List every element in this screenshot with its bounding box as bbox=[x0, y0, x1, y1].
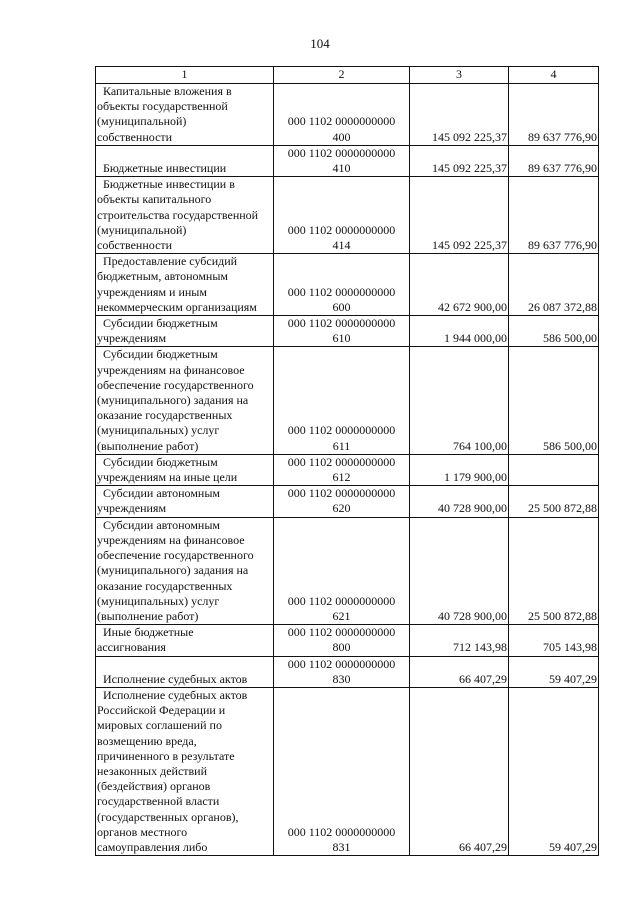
row-value2-cell: 26 087 372,88 bbox=[509, 254, 599, 316]
row-value2-cell: 89 637 776,90 bbox=[509, 84, 599, 146]
row-code-cell: 000 1102 0000000000 831 bbox=[274, 687, 410, 855]
row-code-cell: 000 1102 0000000000 800 bbox=[274, 625, 410, 656]
row-value1-cell: 145 092 225,37 bbox=[410, 84, 509, 146]
row-code-cell: 000 1102 0000000000 612 bbox=[274, 454, 410, 485]
row-value1-cell: 1 944 000,00 bbox=[410, 316, 509, 347]
row-code-cell: 000 1102 0000000000 414 bbox=[274, 177, 410, 254]
column-header-3: 3 bbox=[410, 67, 509, 84]
table-row bbox=[96, 316, 599, 347]
row-code-cell: 000 1102 0000000000 621 bbox=[274, 517, 410, 624]
row-code-cell: 000 1102 0000000000 830 bbox=[274, 656, 410, 687]
row-name-cell: Бюджетные инвестиции bbox=[96, 145, 274, 176]
row-value1-cell: 42 672 900,00 bbox=[410, 254, 509, 316]
row-name-cell: Исполнение судебных актов Российской Федерации и мировых соглашений по возмещению вреда, причиненного в результате незаконных действий (бездействия) органов государственной власти (государственных органов), органов местного самоуправления либо bbox=[96, 687, 274, 855]
row-value1-cell: 66 407,29 bbox=[410, 687, 509, 855]
table-row bbox=[96, 486, 599, 517]
row-value2-cell: 586 500,00 bbox=[509, 347, 599, 454]
table-row bbox=[96, 687, 599, 855]
row-value2-cell: 59 407,29 bbox=[509, 687, 599, 855]
row-code-cell: 000 1102 0000000000 600 bbox=[274, 254, 410, 316]
table-row bbox=[96, 625, 599, 656]
table-row bbox=[96, 656, 599, 687]
row-name-cell: Субсидии автономным учреждениям bbox=[96, 486, 274, 517]
row-name-cell: Капитальные вложения в объекты государственной (муниципальной) собственности bbox=[96, 84, 274, 146]
page-number: 104 bbox=[310, 36, 330, 51]
row-name-cell: Субсидии бюджетным учреждениям bbox=[96, 316, 274, 347]
table-header-row bbox=[96, 67, 599, 84]
row-value1-cell: 764 100,00 bbox=[410, 347, 509, 454]
row-value2-cell: 25 500 872,88 bbox=[509, 517, 599, 624]
row-value1-cell: 40 728 900,00 bbox=[410, 486, 509, 517]
row-value2-cell: 89 637 776,90 bbox=[509, 177, 599, 254]
row-name-cell: Исполнение судебных актов bbox=[96, 656, 274, 687]
row-value1-cell: 40 728 900,00 bbox=[410, 517, 509, 624]
row-value2-cell: 586 500,00 bbox=[509, 316, 599, 347]
row-value1-cell: 712 143,98 bbox=[410, 625, 509, 656]
row-value2-cell bbox=[509, 454, 599, 485]
row-name-cell: Иные бюджетные ассигнования bbox=[96, 625, 274, 656]
row-name-cell: Бюджетные инвестиции в объекты капитального строительства государственной (муниципальной) собственности bbox=[96, 177, 274, 254]
row-value2-cell: 705 143,98 bbox=[509, 625, 599, 656]
row-name-cell: Предоставление субсидий бюджетным, автономным учреждениям и иным некоммерческим организациям bbox=[96, 254, 274, 316]
row-code-cell: 000 1102 0000000000 610 bbox=[274, 316, 410, 347]
budget-table bbox=[95, 66, 599, 856]
row-value2-cell: 89 637 776,90 bbox=[509, 145, 599, 176]
row-code-cell: 000 1102 0000000000 620 bbox=[274, 486, 410, 517]
table-row bbox=[96, 254, 599, 316]
table-row bbox=[96, 517, 599, 624]
row-code-cell: 000 1102 0000000000 410 bbox=[274, 145, 410, 176]
table-row bbox=[96, 347, 599, 454]
row-code-cell: 000 1102 0000000000 611 bbox=[274, 347, 410, 454]
row-name-cell: Субсидии автономным учреждениям на финансовое обеспечение государственного (муниципального) задания на оказание государственных (муниципальных) услуг (выполнение работ) bbox=[96, 517, 274, 624]
row-value1-cell: 145 092 225,37 bbox=[410, 177, 509, 254]
column-header-1: 1 bbox=[96, 67, 274, 84]
table-row bbox=[96, 454, 599, 485]
row-name-cell: Субсидии бюджетным учреждениям на иные цели bbox=[96, 454, 274, 485]
table-row bbox=[96, 84, 599, 146]
row-code-cell: 000 1102 0000000000 400 bbox=[274, 84, 410, 146]
row-value2-cell: 25 500 872,88 bbox=[509, 486, 599, 517]
column-header-2: 2 bbox=[274, 67, 410, 84]
row-value1-cell: 145 092 225,37 bbox=[410, 145, 509, 176]
row-name-cell: Субсидии бюджетным учреждениям на финансовое обеспечение государственного (муниципального) задания на оказание государственных (муниципальных) услуг (выполнение работ) bbox=[96, 347, 274, 454]
row-value1-cell: 66 407,29 bbox=[410, 656, 509, 687]
table-row bbox=[96, 145, 599, 176]
column-header-4: 4 bbox=[509, 67, 599, 84]
row-value2-cell: 59 407,29 bbox=[509, 656, 599, 687]
row-value1-cell: 1 179 900,00 bbox=[410, 454, 509, 485]
table-row bbox=[96, 177, 599, 254]
